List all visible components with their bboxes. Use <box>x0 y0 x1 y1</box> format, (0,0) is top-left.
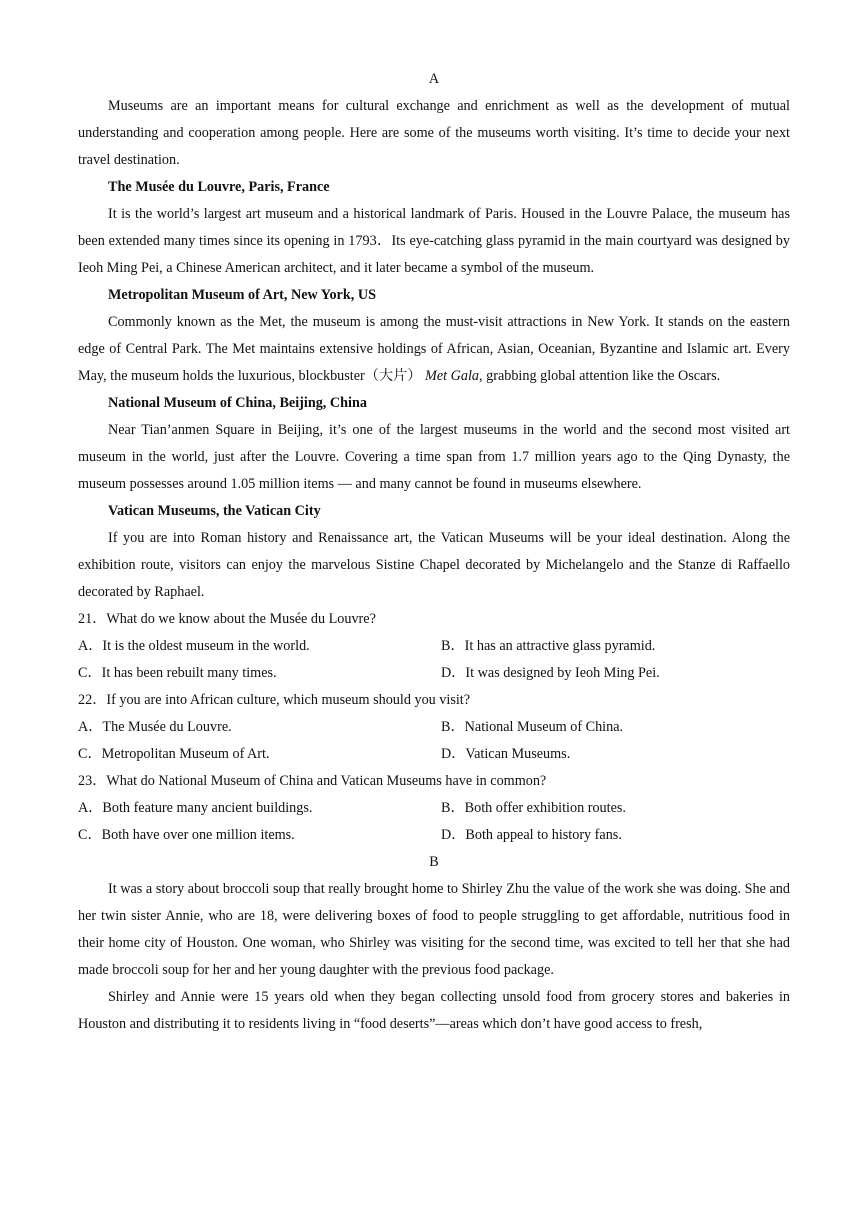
question-23-options-row-2 <box>78 822 790 849</box>
q21-option-c: C．It has been rebuilt many times. <box>78 665 277 681</box>
q22-option-d: D．Vatican Museums. <box>441 746 571 762</box>
question-22: 22．If you are into African culture, which museum should you visit? <box>78 692 471 708</box>
louvre-paragraph: It is the world’s largest art museum and a historical landmark of Paris. Housed in the Louvre Palace, the museum has been extended many times since its opening in 1793．Its eye-catching glass pyramid in the main courtyard was designed by Ieoh Ming Pei, a Chinese American architect, and it later became a symbol of the museum. <box>78 206 790 276</box>
met-heading: Metropolitan Museum of Art, New York, US <box>108 287 376 303</box>
nmc-heading: National Museum of China, Beijing, China <box>108 395 367 411</box>
q22-option-c: C．Metropolitan Museum of Art. <box>78 746 270 762</box>
question-22-options-row-1 <box>78 714 790 741</box>
met-paragraph <box>78 309 790 390</box>
question-23: 23．What do National Museum of China and Vatican Museums have in common? <box>78 773 547 789</box>
vatican-paragraph: If you are into Roman history and Renaissance art, the Vatican Museums will be your ideal destination. Along the exhibition route, visitors can enjoy the marvelous Sistine Chapel decorated by Michelangelo and the Stanze di Raffaello decorated by Raphael. <box>78 530 790 600</box>
q22-option-a: A．The Musée du Louvre. <box>78 719 232 735</box>
section-b-paragraph-1: It was a story about broccoli soup that really brought home to Shirley Zhu the value of the work she was doing. She and her twin sister Annie, who are 18, were delivering boxes of food to people struggling to get affordable, nutritious food in their home city of Houston. One woman, who Shirley was visiting for the second time, was excited to tell her that she had made broccoli soup for her and her young daughter with the previous food package. <box>78 881 790 978</box>
section-b-label: B <box>429 854 439 870</box>
section-b-paragraph-2: Shirley and Annie were 15 years old when they began collecting unsold food from grocery stores and bakeries in Houston and distributing it to residents living in “food deserts”—areas which don’t have good access to fresh, <box>78 989 790 1032</box>
document-page <box>78 66 790 1038</box>
met-text-after: , grabbing global attention like the Oscars. <box>479 368 721 384</box>
vatican-heading: Vatican Museums, the Vatican City <box>108 503 321 519</box>
q23-option-b: B．Both offer exhibition routes. <box>441 800 626 816</box>
question-21: 21．What do we know about the Musée du Louvre? <box>78 611 376 627</box>
q23-option-d: D．Both appeal to history fans. <box>441 827 622 843</box>
q23-option-a: A．Both feature many ancient buildings. <box>78 800 313 816</box>
louvre-heading: The Musée du Louvre, Paris, France <box>108 179 330 195</box>
question-21-options-row-1 <box>78 633 790 660</box>
intro-paragraph: Museums are an important means for cultural exchange and enrichment as well as the development of mutual understanding and cooperation among people. Here are some of the museums worth visiting. It’s time to decide your next travel destination. <box>78 98 790 168</box>
question-21-options-row-2 <box>78 660 790 687</box>
q21-option-d: D．It was designed by Ieoh Ming Pei. <box>441 665 660 681</box>
section-a-label: A <box>428 71 440 87</box>
met-gala-italic: Met Gala <box>425 368 480 384</box>
nmc-paragraph: Near Tian’anmen Square in Beijing, it’s one of the largest museums in the world and the second most visited art museum in the world, just after the Louvre. Covering a time span from 1.7 million years ago to the Qing Dynasty, the museum possesses around 1.05 million items — and many cannot be found in museums elsewhere. <box>78 422 790 492</box>
q23-option-c: C．Both have over one million items. <box>78 827 295 843</box>
q22-option-b: B．National Museum of China. <box>441 719 624 735</box>
q21-option-a: A．It is the oldest museum in the world. <box>78 638 310 654</box>
met-text-before: Commonly known as the Met, the museum is among the must-visit attractions in New York. It stands on the eastern edge of Central Park. The Met maintains extensive holdings of African, Asian, Oceanian, Byzantine and Islamic art. Every May, the museum holds the luxurious, blockbuster（大片） <box>78 314 790 384</box>
q21-option-b: B．It has an attractive glass pyramid. <box>441 638 656 654</box>
question-23-options-row-1 <box>78 795 790 822</box>
question-22-options-row-2 <box>78 741 790 768</box>
